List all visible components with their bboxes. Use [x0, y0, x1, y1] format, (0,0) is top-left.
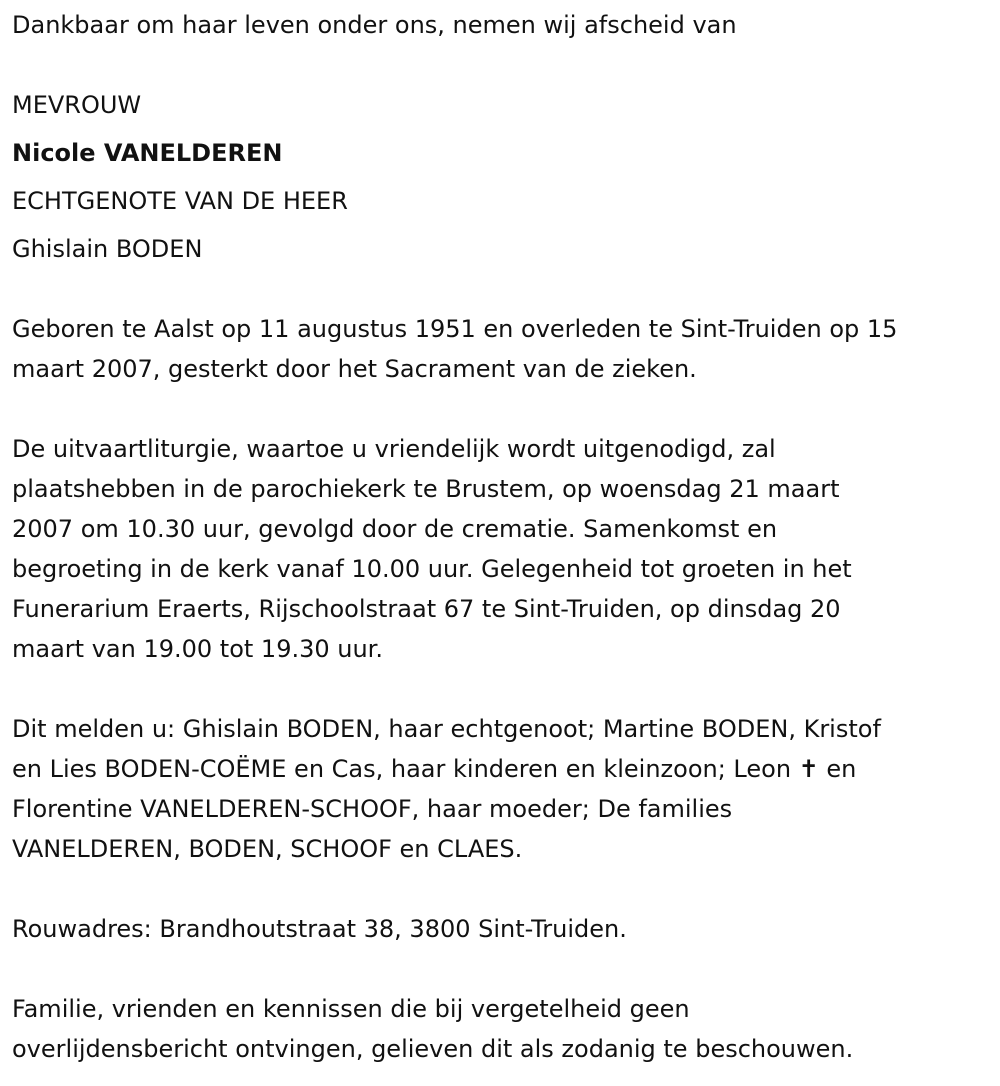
- closing-line: overlijdensbericht ontvingen, gelieven dit als zodanig te beschouwen.: [12, 1035, 854, 1063]
- funeral-line: begroeting in de kerk vanaf 10.00 uur. Gelegenheid tot groeten in het: [12, 555, 852, 583]
- funeral-line: plaatshebben in de parochiekerk te Brustem, op woensdag 21 maart: [12, 475, 840, 503]
- family-line: en Lies BODEN-COËME en Cas, haar kinderen en kleinzoon; Leon ✝ en: [12, 755, 857, 783]
- birth-death-line: Geboren te Aalst op 11 augustus 1951 en overleden te Sint-Truiden op 15: [12, 315, 898, 343]
- family-line: Florentine VANELDEREN-SCHOOF, haar moeder; De families: [12, 795, 733, 823]
- funeral-line: maart van 19.00 tot 19.30 uur.: [12, 635, 383, 663]
- spouse-name: Ghislain BODEN: [12, 235, 203, 263]
- intro-line: Dankbaar om haar leven onder ons, nemen wij afscheid van: [12, 11, 737, 39]
- closing-line: Familie, vrienden en kennissen die bij vergetelheid geen: [12, 995, 690, 1023]
- spouse-title: ECHTGENOTE VAN DE HEER: [12, 187, 348, 215]
- deceased-name: Nicole VANELDEREN: [12, 139, 283, 167]
- honorific: MEVROUW: [12, 91, 142, 119]
- mourning-address: Rouwadres: Brandhoutstraat 38, 3800 Sint-Truiden.: [12, 915, 627, 943]
- family-line: VANELDEREN, BODEN, SCHOOF en CLAES.: [12, 835, 523, 863]
- funeral-line: 2007 om 10.30 uur, gevolgd door de crematie. Samenkomst en: [12, 515, 778, 543]
- funeral-line: Funerarium Eraerts, Rijschoolstraat 67 te Sint-Truiden, op dinsdag 20: [12, 595, 841, 623]
- family-line: Dit melden u: Ghislain BODEN, haar echtgenoot; Martine BODEN, Kristof: [12, 715, 881, 743]
- funeral-line: De uitvaartliturgie, waartoe u vriendelijk wordt uitgenodigd, zal: [12, 435, 776, 463]
- birth-death-line: maart 2007, gesterkt door het Sacrament van de zieken.: [12, 355, 697, 383]
